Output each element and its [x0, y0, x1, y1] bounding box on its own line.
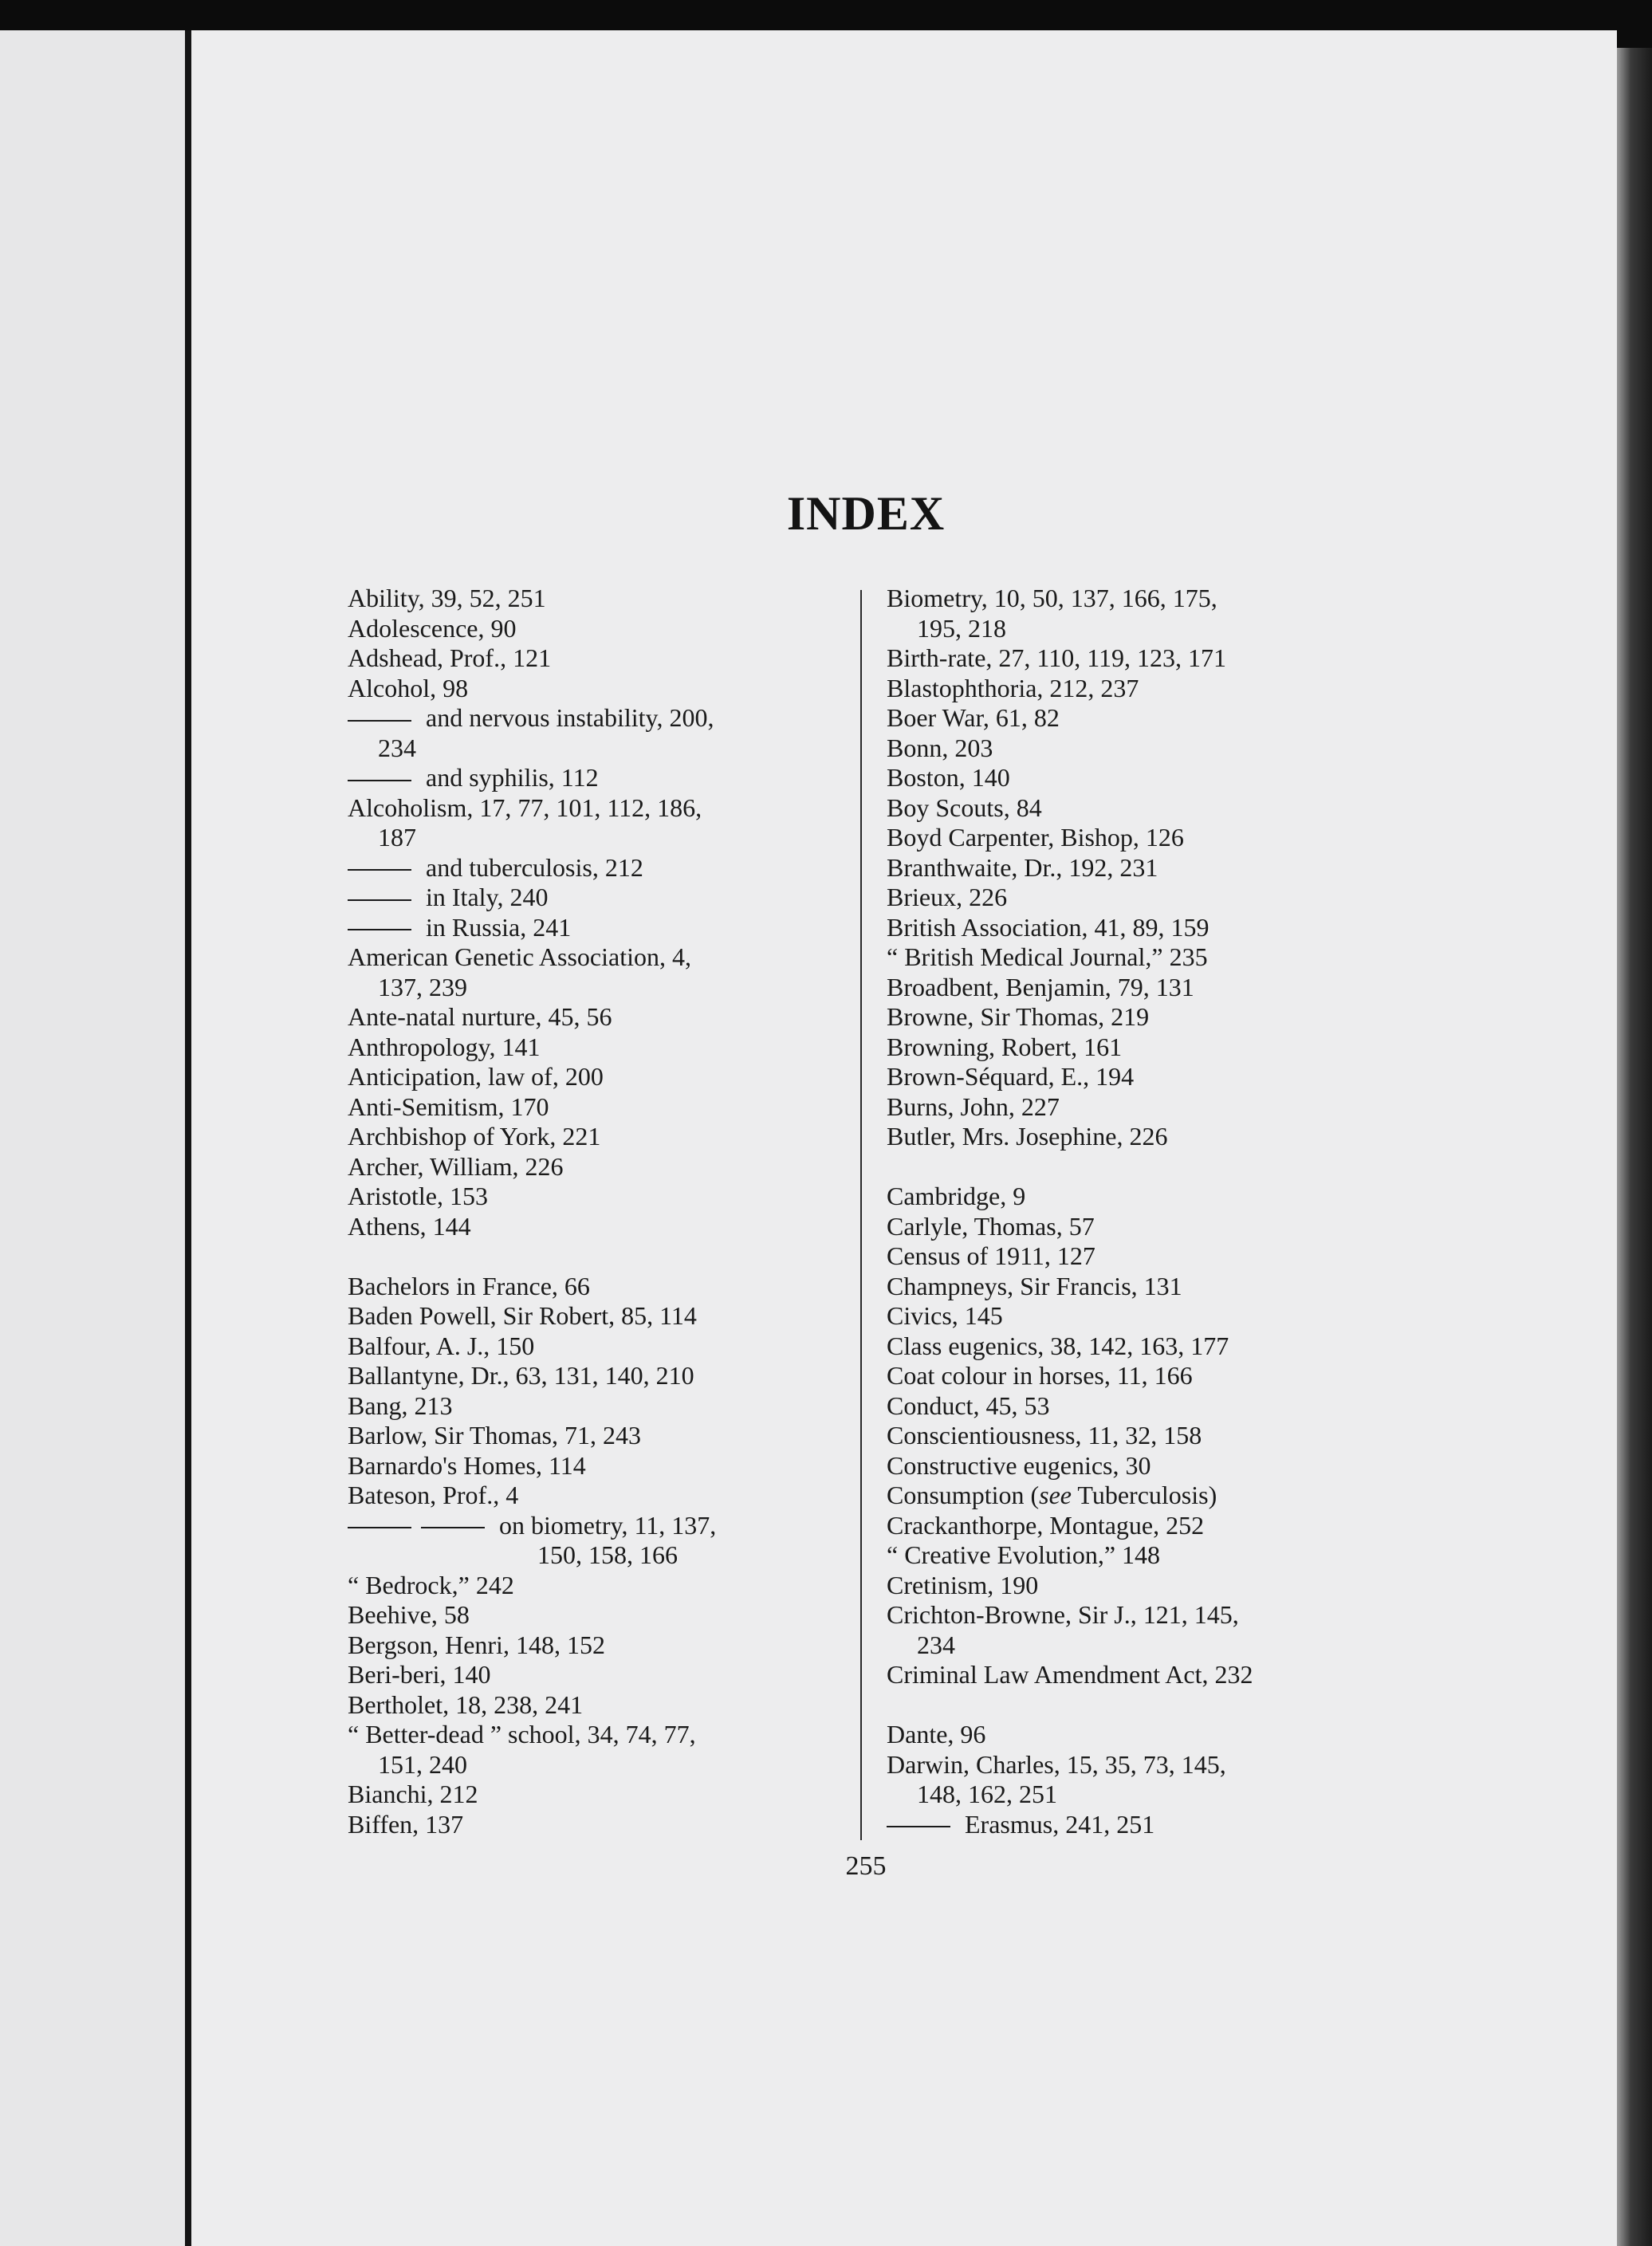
- index-entry-text: Darwin, Charles, 15, 35, 73, 145,: [887, 1749, 1226, 1779]
- index-entry-text: Conscientiousness, 11, 32, 158: [887, 1421, 1202, 1449]
- index-entry: [887, 734, 1413, 764]
- index-entry-text: Birth-rate, 27, 110, 119, 123, 171: [887, 643, 1227, 672]
- index-entry: [348, 1720, 842, 1750]
- repeat-dash: [421, 1527, 485, 1528]
- index-entry-text: Browning, Robert, 161: [887, 1032, 1123, 1061]
- index-entry: [887, 883, 1413, 913]
- index-entry: [887, 584, 1413, 614]
- index-entry-text: 148, 162, 251: [917, 1780, 1057, 1808]
- repeat-dash: [348, 899, 411, 901]
- index-entry-continuation: [348, 1540, 842, 1571]
- repeat-dash: [348, 869, 411, 871]
- index-entry: [348, 1361, 842, 1391]
- index-entry-text: Anticipation, law of, 200: [348, 1062, 604, 1091]
- index-entry-text: Boston, 140: [887, 763, 1010, 792]
- index-entry-text: Brown-Séquard, E., 194: [887, 1062, 1135, 1091]
- index-entry-text: 234: [378, 733, 416, 762]
- index-entry-text: Aristotle, 153: [348, 1182, 488, 1210]
- index-entry: [887, 1451, 1413, 1481]
- index-entry-text: Biffen, 137: [348, 1809, 464, 1839]
- index-entry: [348, 1391, 842, 1422]
- repeat-dash: [348, 1527, 411, 1528]
- book-gutter: [185, 30, 191, 2246]
- index-entry-text: Civics, 145: [887, 1301, 1003, 1330]
- index-entry-text: 137, 239: [378, 972, 467, 1001]
- index-entry-text: Branthwaite, Dr., 192, 231: [887, 852, 1158, 882]
- index-entry-text: Anthropology, 141: [348, 1032, 541, 1061]
- index-entry: [887, 1600, 1413, 1630]
- index-entry-text: 150, 158, 166: [537, 1540, 678, 1569]
- index-entry-continuation: [887, 1780, 1413, 1810]
- index-entry-continuation: [348, 734, 842, 764]
- index-entry: [887, 1361, 1413, 1391]
- left-page-edge: [0, 30, 190, 2246]
- repeat-dash: [887, 1826, 950, 1827]
- section-gap: [887, 1152, 1413, 1182]
- index-entry: [887, 1481, 1413, 1511]
- index-entry: [887, 1421, 1413, 1451]
- index-entry: [348, 1331, 842, 1362]
- column-divider: [860, 590, 862, 1840]
- index-subentry: [348, 883, 842, 913]
- index-entry-text: Bang, 213: [348, 1390, 453, 1420]
- index-entry-text: Ante-natal nurture, 45, 56: [348, 1002, 612, 1031]
- index-entry-text: Boer War, 61, 82: [887, 703, 1060, 732]
- index-entry: [348, 674, 842, 704]
- index-entry-continuation: [348, 823, 842, 853]
- index-entry-text: Bergson, Henri, 148, 152: [348, 1630, 605, 1659]
- index-entry-text: Anti-Semitism, 170: [348, 1092, 549, 1121]
- index-entry-text: Adolescence, 90: [348, 613, 517, 643]
- index-entry-text: Census of 1911, 127: [887, 1241, 1095, 1270]
- index-entry: [887, 823, 1413, 853]
- index-entry: [348, 1571, 842, 1601]
- index-entry-continuation: [348, 1750, 842, 1780]
- index-entry-text: Archbishop of York, 221: [348, 1122, 601, 1151]
- index-entry: [348, 1780, 842, 1810]
- index-entry-text: and tuberculosis, 212: [426, 852, 643, 882]
- index-entry-continuation: [887, 1630, 1413, 1661]
- repeat-dash: [348, 929, 411, 930]
- index-entry-text: Constructive eugenics, 30: [887, 1450, 1151, 1480]
- index-entry: [348, 614, 842, 644]
- index-entry-text: Browne, Sir Thomas, 219: [887, 1002, 1150, 1031]
- index-entry-text: Boy Scouts, 84: [887, 793, 1042, 822]
- index-entry: [887, 1540, 1413, 1571]
- index-entry: [887, 1182, 1413, 1212]
- section-gap: [887, 1690, 1413, 1721]
- index-entry-text: Bachelors in France, 66: [348, 1271, 590, 1300]
- index-entry-text: Ability, 39, 52, 251: [348, 584, 546, 612]
- index-entry: [348, 584, 842, 614]
- index-entry-text: and syphilis, 112: [426, 763, 599, 792]
- index-entry: [348, 1092, 842, 1123]
- index-entry: [887, 703, 1413, 734]
- index-entry-text: Beehive, 58: [348, 1600, 470, 1629]
- index-entry-text: Bateson, Prof., 4: [348, 1481, 519, 1509]
- index-entry: [348, 1002, 842, 1033]
- index-entry: [887, 1002, 1413, 1033]
- index-entry: [348, 1690, 842, 1721]
- index-entry: [887, 1092, 1413, 1123]
- index-entry-text: and nervous instability, 200,: [426, 703, 714, 732]
- index-entry: [887, 643, 1413, 674]
- index-entry-text: in Russia, 241: [426, 912, 572, 942]
- index-entry: [887, 1241, 1413, 1272]
- index-entry: [348, 1600, 842, 1630]
- index-entry-text: in Italy, 240: [426, 883, 549, 911]
- index-entry: [887, 1122, 1413, 1152]
- index-entry: [887, 1301, 1413, 1331]
- index-entry: [887, 1272, 1413, 1302]
- index-entry-text: Consumption (: [887, 1481, 1040, 1509]
- index-entry: [348, 1272, 842, 1302]
- index-entry: [348, 1481, 842, 1511]
- index-entry: [887, 853, 1413, 883]
- index-entry: [348, 793, 842, 824]
- index-entry-text: Ballantyne, Dr., 63, 131, 140, 210: [348, 1361, 694, 1390]
- repeat-dash: [348, 720, 411, 722]
- index-subentry: [887, 1810, 1413, 1840]
- index-entry-text: Bonn, 203: [887, 733, 993, 762]
- index-entry-text: Cretinism, 190: [887, 1570, 1039, 1599]
- index-entry-text: Balfour, A. J., 150: [348, 1331, 535, 1360]
- index-entry: [887, 1212, 1413, 1242]
- index-entry-text: Criminal Law Amendment Act, 232: [887, 1660, 1253, 1689]
- index-column-right: [887, 584, 1413, 1839]
- index-subentry: [348, 1511, 842, 1541]
- index-entry: [887, 942, 1413, 973]
- index-entry-text: American Genetic Association, 4,: [348, 942, 691, 971]
- index-entry: [348, 1660, 842, 1690]
- index-entry-text: Crichton-Browne, Sir J., 121, 145,: [887, 1600, 1239, 1629]
- index-entry-text: Brieux, 226: [887, 883, 1008, 911]
- index-entry-text: “ Better-dead ” school, 34, 74, 77,: [348, 1720, 696, 1748]
- index-entry: [348, 643, 842, 674]
- page-edge-shadow: [1617, 48, 1652, 2246]
- index-entry: [887, 1750, 1413, 1780]
- index-entry: [887, 793, 1413, 824]
- index-entry-text: Alcoholism, 17, 77, 101, 112, 186,: [348, 793, 702, 822]
- index-entry: [348, 1421, 842, 1451]
- index-entry: [887, 973, 1413, 1003]
- index-entry-text: Erasmus, 241, 251: [965, 1809, 1155, 1839]
- index-entry-text: Biometry, 10, 50, 137, 166, 175,: [887, 584, 1217, 612]
- index-subentry: [348, 763, 842, 793]
- index-entry: [348, 1122, 842, 1152]
- index-subentry: [348, 703, 842, 734]
- index-entry: [348, 1451, 842, 1481]
- index-entry-text: Carlyle, Thomas, 57: [887, 1211, 1095, 1241]
- index-entry-text: Tuberculosis): [1071, 1481, 1217, 1509]
- index-entry: [887, 1331, 1413, 1362]
- index-entry-text: “ British Medical Journal,” 235: [887, 942, 1208, 971]
- index-entry-continuation: [887, 614, 1413, 644]
- index-entry-text: Blastophthoria, 212, 237: [887, 673, 1139, 702]
- index-entry-text: “ Creative Evolution,” 148: [887, 1540, 1161, 1569]
- index-entry: [348, 1152, 842, 1182]
- index-entry-text: Athens, 144: [348, 1211, 471, 1241]
- index-subentry: [348, 853, 842, 883]
- index-entry-text: 234: [917, 1630, 955, 1659]
- index-entry-text: Crackanthorpe, Montague, 252: [887, 1510, 1205, 1540]
- index-column-left: [348, 584, 842, 1839]
- index-entry: [348, 1062, 842, 1092]
- index-entry-text: Class eugenics, 38, 142, 163, 177: [887, 1331, 1229, 1360]
- index-entry-text: Bertholet, 18, 238, 241: [348, 1689, 584, 1719]
- page-title: INDEX: [786, 487, 946, 540]
- index-entry: [348, 1810, 842, 1840]
- index-entry: [887, 1062, 1413, 1092]
- index-entry-text: Butler, Mrs. Josephine, 226: [887, 1122, 1168, 1151]
- index-entry-text: Adshead, Prof., 121: [348, 643, 552, 672]
- repeat-dash: [348, 780, 411, 781]
- index-entry-text: Baden Powell, Sir Robert, 85, 114: [348, 1301, 697, 1330]
- index-entry-text: Barlow, Sir Thomas, 71, 243: [348, 1421, 641, 1449]
- index-entry-text: Barnardo's Homes, 114: [348, 1450, 586, 1480]
- index-entry-text: Broadbent, Benjamin, 79, 131: [887, 972, 1194, 1001]
- index-entry-text: Boyd Carpenter, Bishop, 126: [887, 823, 1184, 852]
- page-number: 255: [845, 1851, 887, 1881]
- index-entry: [348, 1182, 842, 1212]
- index-entry: [887, 1033, 1413, 1063]
- index-entry: [348, 1033, 842, 1063]
- index-entry-text: Bianchi, 212: [348, 1780, 478, 1808]
- index-entry: [887, 1571, 1413, 1601]
- index-entry-text: Burns, John, 227: [887, 1092, 1060, 1121]
- index-entry: [887, 763, 1413, 793]
- index-entry-text: 151, 240: [378, 1749, 467, 1779]
- index-entry: [887, 913, 1413, 943]
- index-entry: [887, 674, 1413, 704]
- index-entry-text: “ Bedrock,” 242: [348, 1570, 514, 1599]
- index-entry: [887, 1660, 1413, 1690]
- index-entry-text: Coat colour in horses, 11, 166: [887, 1361, 1193, 1390]
- index-entry-continuation: [348, 973, 842, 1003]
- index-entry: [887, 1511, 1413, 1541]
- index-entry: [887, 1391, 1413, 1422]
- index-entry-text: British Association, 41, 89, 159: [887, 912, 1210, 942]
- index-entry-text: Archer, William, 226: [348, 1151, 564, 1181]
- index-entry-text: Cambridge, 9: [887, 1182, 1026, 1210]
- index-entry-text: Conduct, 45, 53: [887, 1390, 1050, 1420]
- index-subentry: [348, 913, 842, 943]
- index-entry-text: 187: [378, 823, 416, 852]
- index-entry-text: on biometry, 11, 137,: [499, 1510, 717, 1540]
- index-entry-text: 195, 218: [917, 613, 1006, 643]
- index-entry-text: Alcohol, 98: [348, 673, 469, 702]
- index-entry-text: Champneys, Sir Francis, 131: [887, 1271, 1182, 1300]
- section-gap: [348, 1241, 842, 1272]
- index-entry: [348, 942, 842, 973]
- index-entry-text: Dante, 96: [887, 1720, 986, 1748]
- index-entry: [348, 1301, 842, 1331]
- see-reference: see: [1039, 1481, 1072, 1509]
- index-entry: [348, 1630, 842, 1661]
- index-entry: [887, 1720, 1413, 1750]
- index-entry: [348, 1212, 842, 1242]
- index-entry-text: Beri-beri, 140: [348, 1660, 491, 1689]
